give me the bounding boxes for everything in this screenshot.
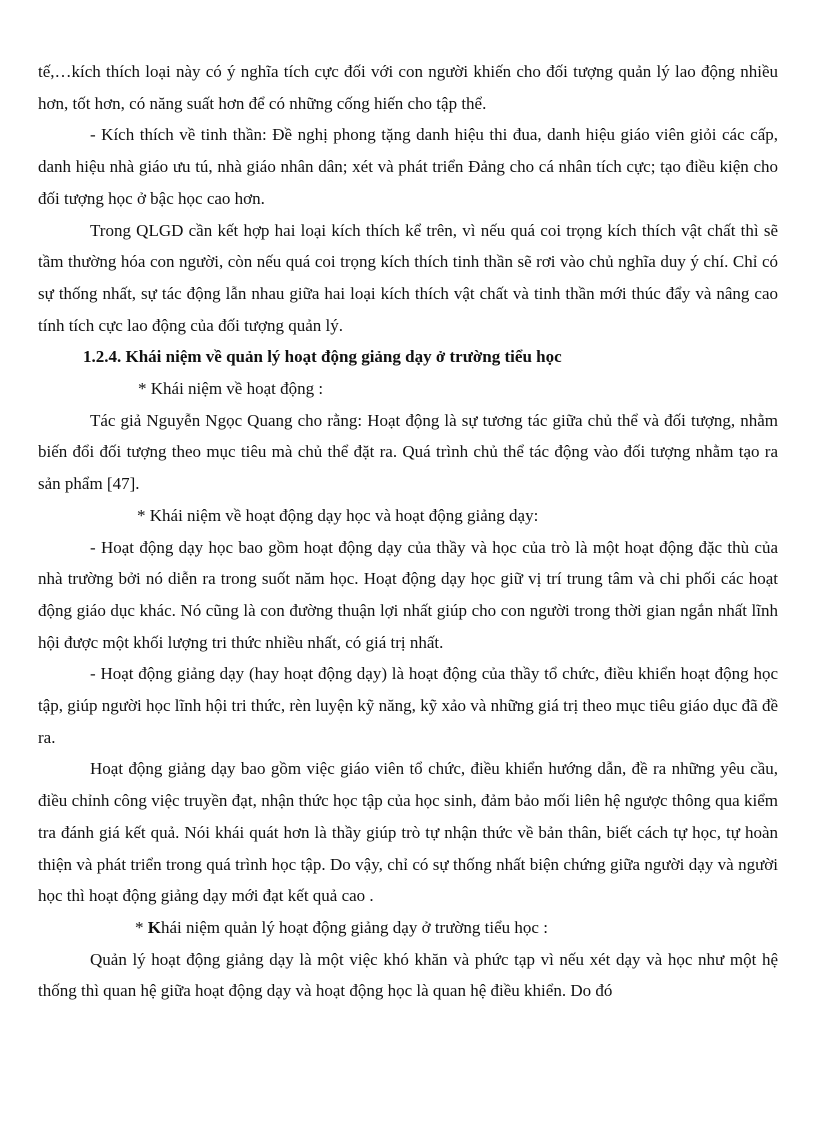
paragraph-qlgd-combination: Trong QLGD cần kết hợp hai loại kích thích kể trên, vì nếu quá coi trọng kích thích vật chất thì sẽ tầm thường hóa con người, còn nếu quá coi trọng kích thích tinh thần sẽ rơi vào chủ nghĩa duy ý chí. Chỉ có sự thống nhất, sự tác động lẫn nhau giữa hai loại kích thích vật chất và tinh thần mới thúc đẩy và nâng cao tính tích cực lao động của đối tượng quản lý. [38,220,778,335]
paragraph-teaching-components: Hoạt động giảng dạy bao gồm việc giáo viên tổ chức, điều khiển hướng dẫn, đề ra những yêu cầu, điều chỉnh công việc truyền đạt, nhận thức học tập của học sinh, đảm bảo mối liên hệ ngược thông qua kiểm tra đánh giá kết quả. Nói khái quát hơn là thầy giúp trò tự nhận thức về bản thân, biết cách tự học, tự hoàn thiện và phát triển trong quá trình học tập. Do vậy, chỉ có sự thống nhất biện chứng giữa người dạy và người học thì hoạt động giảng dạy mới đạt kết quả cao . [38,759,778,906]
subheading-teaching-concept: * Khái niệm về hoạt động dạy học và hoạt động giảng dạy: [137,505,539,525]
subheading-bold-letter: K [147,917,161,937]
subheading-activity-concept: * Khái niệm về hoạt động : [138,379,324,399]
paragraph-spiritual-incentive: - Kích thích về tinh thần: Đề nghị phong tặng danh hiệu thi đua, danh hiệu giáo viên giỏi các cấp, danh hiệu nhà giáo ưu tú, nhà giáo nhân dân; xét và phát triển Đảng cho cá nhân tích cực; tạo điều kiện cho đối tượng học ở bậc học cao hơn. [38,125,778,208]
paragraph-continuation: tế,…kích thích loại này có ý nghĩa tích cực đối với con người khiến cho đối tượng quản lý lao động nhiều hơn, tốt hơn, có năng suất hơn để có những cống hiến cho tập thể. [38,62,778,113]
subheading-prefix: * [135,917,148,937]
subheading-rest: hái niệm quản lý hoạt động giảng dạy ở trường tiểu học : [160,917,548,937]
paragraph-teaching-activity: - Hoạt động giảng dạy (hay hoạt động dạy) là hoạt động của thầy tổ chức, điều khiển hoạt động học tập, giúp người học lĩnh hội tri thức, rèn luyện kỹ năng, kỹ xảo và những giá trị theo mục tiêu giáo dục đã đề ra. [38,664,778,747]
document-page [38,56,778,1007]
section-heading: 1.2.4. Khái niệm về quản lý hoạt động giảng dạy ở trường tiểu học [83,347,562,367]
paragraph-teaching-learning: - Hoạt động dạy học bao gồm hoạt động dạy của thầy và học của trò là một hoạt động đặc thù của nhà trường bởi nó diễn ra trong suốt năm học. Hoạt động dạy học giữ vị trí trung tâm và chi phối các hoạt động giáo dục khác. Nó cũng là con đường thuận lợi nhất giúp cho con người trong thời gian ngắn nhất lĩnh hội được một khối lượng tri thức nhiều nhất, có giá trị nhất. [38,537,778,652]
subheading-management-concept [38,912,778,944]
paragraph-management: Quản lý hoạt động giảng dạy là một việc khó khăn và phức tạp vì nếu xét dạy và học như một hệ thống thì quan hệ giữa hoạt động dạy và hoạt động học là quan hệ điều khiển. Do đó [38,949,778,1001]
paragraph-activity-definition: Tác giả Nguyễn Ngọc Quang cho rằng: Hoạt động là sự tương tác giữa chủ thể và đối tượng, nhằm biến đổi đối tượng theo mục tiêu mà chủ thể đặt ra. Quá trình chủ thể tác động vào đối tượng nhằm tạo ra sản phẩm [47]. [38,410,778,494]
